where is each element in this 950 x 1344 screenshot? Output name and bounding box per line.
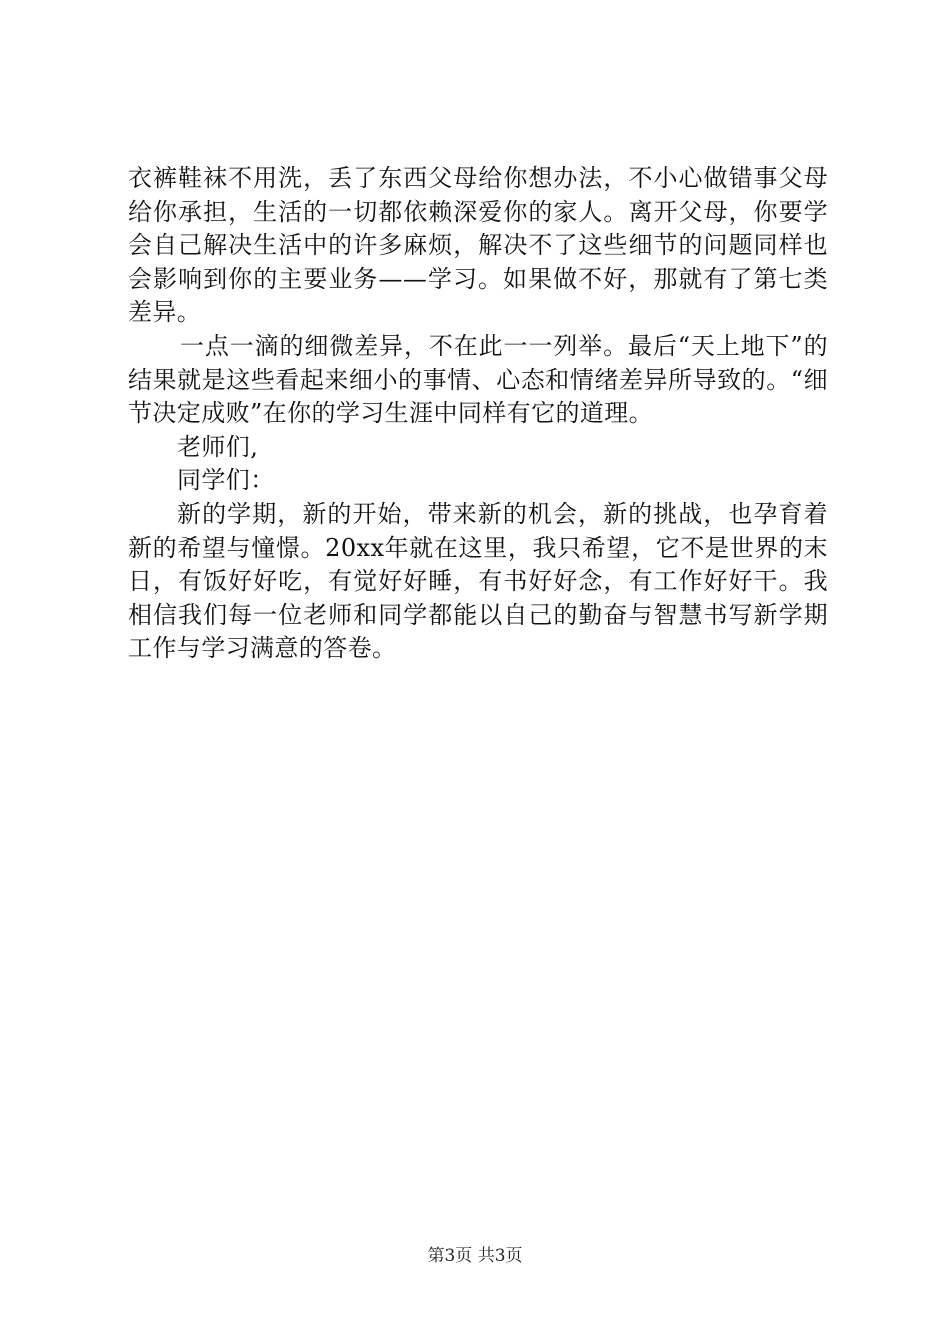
page-footer — [0, 1245, 950, 1267]
paragraph-new-semester: 新的学期，新的开始，带来新的机会，新的挑战，也孕育着新的希望与憧憬。20xx年就在这里，我只希望，它不是世界的末日，有饭好好吃，有觉好好睡，有书好好念，有工作好好干。我相信我们每一位老师和同学都能以自己的勤奋与智慧书写新学期工作与学习满意的答卷。 — [128, 499, 828, 663]
document-body — [128, 162, 828, 666]
salutation-students: 同学们： — [177, 466, 275, 495]
salutation-teachers: 老师们, — [177, 432, 259, 461]
paragraph-family-support: 衣裤鞋袜不用洗，丢了东西父母给你想办法，不小心做错事父母给你承担，生活的一切都依赖深爱你的家人。离开父母，你要学会自己解决生活中的许多麻烦，解决不了这些细节的问题同样也会影响到你的主要业务——学习。如果做不好，那就有了第七类差异。 — [128, 164, 828, 327]
page-number: 第3页 — [427, 1246, 473, 1266]
paragraph-small-differences: 一点一滴的细微差异，不在此一一列举。最后“天上地下”的结果就是这些看起来细小的事情、心态和情绪差异所导致的。“细节决定成败”在你的学习生涯中同样有它的道理。 — [128, 331, 828, 428]
page-total: 共3页 — [477, 1246, 523, 1266]
